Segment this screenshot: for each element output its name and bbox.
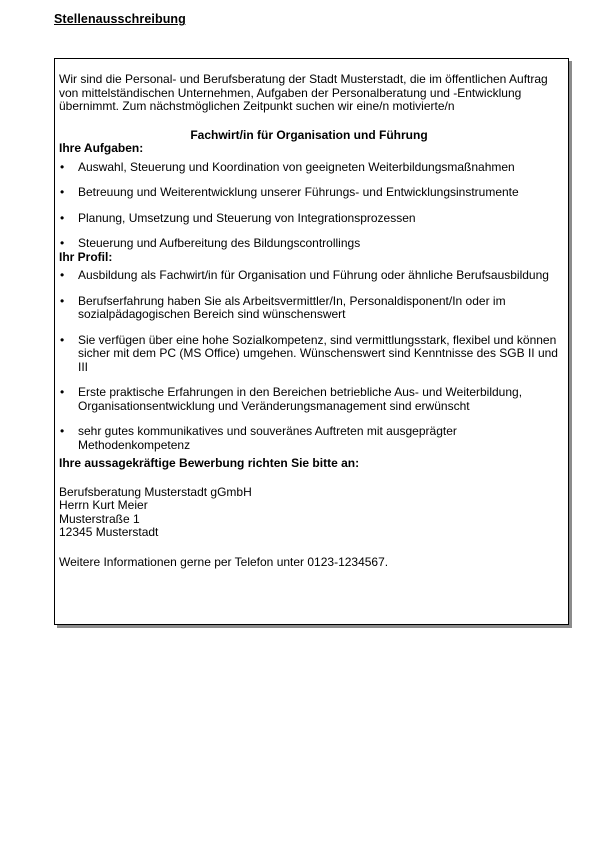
task-text: Auswahl, Steuerung und Koordination von geeigneten Weiterbildungsmaßnahmen (78, 159, 515, 174)
bullet-icon: • (60, 293, 65, 308)
task-text: Steuerung und Aufbereitung des Bildungscontrollings (78, 236, 361, 250)
profile-list (59, 269, 568, 452)
company-name: Berufsberatung Musterstadt gGmbH (59, 484, 252, 499)
contact-person: Herrn Kurt Meier (59, 498, 148, 512)
bullet-icon: • (60, 332, 65, 347)
bullet-icon: • (60, 159, 65, 174)
profile-text: sehr gutes kommunikatives und souveränes Auftreten mit ausgeprägter Methodenkompetenz (78, 424, 457, 452)
list-item (59, 425, 568, 452)
tasks-heading: Ihre Aufgaben: (59, 141, 144, 155)
profile-text: Ausbildung als Fachwirt/in für Organisation und Führung oder ähnliche Berufsausbildung (78, 268, 549, 282)
bullet-icon: • (60, 236, 65, 250)
list-item (59, 212, 568, 226)
profile-text: Berufserfahrung haben Sie als Arbeitsvermittler/In, Personaldisponent/In oder im sozialpädagogischen Bereich sind wünschenswert (78, 293, 506, 321)
bullet-icon: • (60, 210, 65, 225)
job-ad-box (54, 58, 569, 625)
city-address: 12345 Musterstadt (59, 525, 159, 539)
list-item (59, 334, 568, 375)
address-block (59, 486, 568, 540)
task-text: Planung, Umsetzung und Steuerung von Integrationsprozessen (78, 210, 416, 225)
profile-heading: Ihr Profil: (59, 249, 113, 264)
profile-text: Sie verfügen über eine hohe Sozialkompetenz, sind vermittlungsstark, flexibel und können sicher mit dem PC (MS Office) umgehen. Wünschenswert sind Kenntnisse des SGB II und III (78, 332, 558, 374)
list-item (59, 161, 568, 175)
list-item (59, 269, 568, 283)
job-title: Fachwirt/in für Organisation und Führung (190, 127, 428, 142)
application-instruction: Ihre aussagekräftige Bewerbung richten Sie bitte an: (59, 456, 360, 470)
list-item (59, 295, 568, 322)
contact-info: Weitere Informationen gerne per Telefon unter 0123-1234567. (59, 554, 389, 569)
intro-paragraph: Wir sind die Personal- und Berufsberatung der Stadt Musterstadt, die im öffentlichen Auftrag von mittelständischen Unternehmen, Aufgaben der Personalberatung und -Entwicklung übernimmt. Zum nächstmöglichen Zeitpunkt suchen wir eine/n motivierte/n (59, 72, 548, 113)
list-item (59, 386, 568, 413)
task-text: Betreuung und Weiterentwicklung unserer Führungs- und Entwicklungsinstrumente (78, 185, 519, 199)
list-item (59, 237, 568, 251)
profile-text: Erste praktische Erfahrungen in den Bereichen betriebliche Aus- und Weiterbildung, Organisationsentwicklung und Veränderungsmanagement sind erwünscht (78, 385, 523, 413)
bullet-icon: • (60, 268, 65, 282)
bullet-icon: • (60, 385, 65, 399)
list-item (59, 186, 568, 200)
bullet-icon: • (60, 424, 65, 438)
tasks-list (59, 161, 568, 251)
bullet-icon: • (60, 185, 65, 199)
document-title: Stellenausschreibung (54, 12, 186, 26)
street-address: Musterstraße 1 (59, 511, 140, 526)
